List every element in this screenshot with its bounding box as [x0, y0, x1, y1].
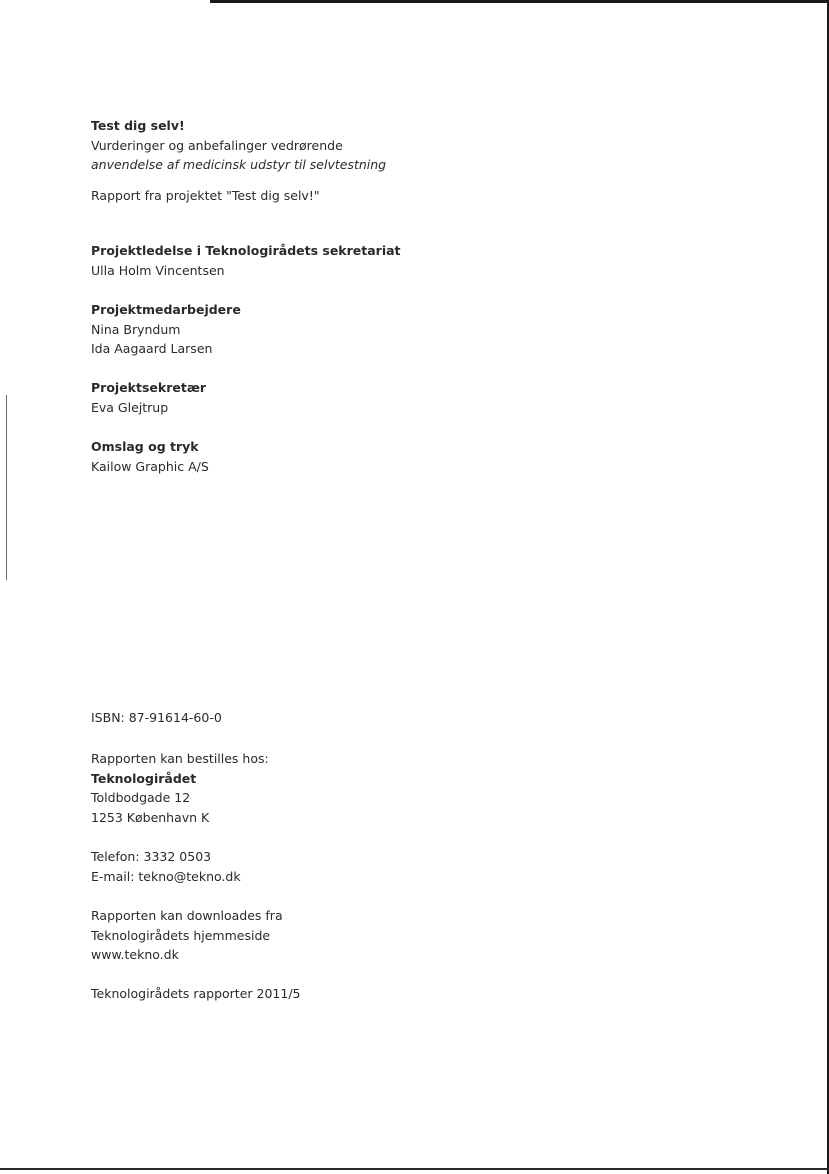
phone: Telefon: 3332 0503: [91, 849, 212, 864]
report-origin: [91, 186, 791, 206]
report-title: Test dig selv!: [91, 118, 185, 133]
credit-name: Nina Bryndum: [91, 321, 181, 337]
download-line1: Rapporten kan downloades fra: [91, 908, 283, 923]
credit-name: Ulla Holm Vincentsen: [91, 262, 225, 278]
credit-name: Eva Glejtrup: [91, 399, 169, 415]
report-series: Teknologirådets rapporter 2011/5: [91, 986, 301, 1001]
credit-heading: Projektsekretær: [91, 380, 207, 395]
credit-name: Ida Aagaard Larsen: [91, 341, 213, 356]
website: www.tekno.dk: [91, 947, 179, 962]
report-origin-text: Rapport fra projektet "Test dig selv!": [91, 188, 320, 203]
credit-name: Kailow Graphic A/S: [91, 458, 209, 474]
scan-edge-bottom: [0, 1168, 829, 1170]
order-intro: Rapporten kan bestilles hos:: [91, 751, 269, 766]
credit-heading: Projektmedarbejdere: [91, 302, 241, 317]
scan-edge-left: [6, 395, 7, 580]
series-block: [91, 984, 791, 1004]
credit-heading: Projektledelse i Teknologirådets sekretariat: [91, 243, 401, 258]
download-block: [91, 906, 791, 965]
contact-block: [91, 847, 791, 886]
credit-project-secretary: [91, 378, 791, 417]
email: E-mail: tekno@tekno.dk: [91, 868, 241, 884]
isbn: ISBN: 87-91614-60-0: [91, 710, 222, 725]
report-subtitle-line2: anvendelse af medicinsk udstyr til selvtestning: [91, 157, 387, 172]
download-line2: Teknologirådets hjemmeside: [91, 927, 271, 943]
org-name: Teknologirådet: [91, 770, 197, 786]
isbn-block: [91, 708, 791, 728]
credit-project-management: [91, 241, 791, 280]
credit-cover-print: [91, 437, 791, 476]
address-city: 1253 København K: [91, 809, 210, 825]
credit-project-staff: [91, 300, 791, 359]
order-block: [91, 749, 791, 827]
address-street: Toldbodgade 12: [91, 790, 191, 805]
title-block: [91, 116, 791, 175]
scan-edge-top: [210, 0, 829, 3]
report-subtitle-line1: Vurderinger og anbefalinger vedrørende: [91, 137, 343, 153]
credit-heading: Omslag og tryk: [91, 439, 199, 454]
